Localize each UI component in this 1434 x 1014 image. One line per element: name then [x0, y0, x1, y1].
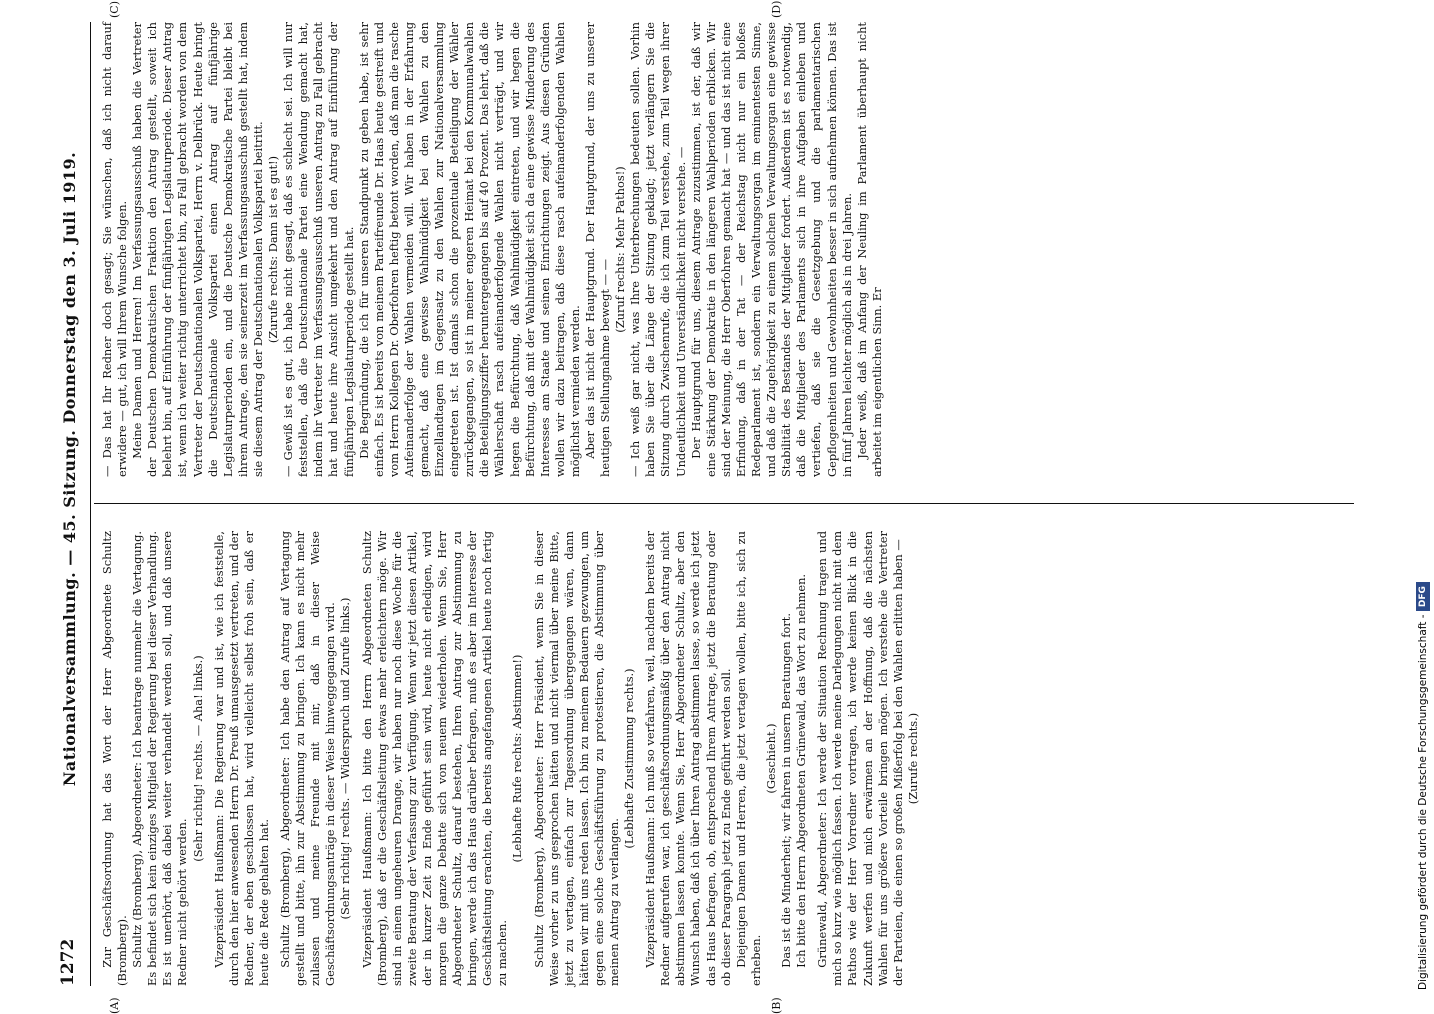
- paragraph: Diejenigen Damen und Herren, die jetzt vertagen wollen, bitte ich, sich zu erheben.: [733, 531, 763, 986]
- paragraph: Aber das ist nicht der Hauptgrund. Der Hauptgrund, der uns zu unserer heutigen Stellungnahme bewegt — —: [583, 22, 613, 477]
- interjection: (Lebhafte Rufe rechts: Abstimmen!): [510, 654, 525, 863]
- margin-marker-c: (C): [108, 1, 121, 18]
- rotated-document: [50, 0, 1398, 1014]
- interjection: (Lebhafte Zustimmung rechts.): [622, 668, 637, 849]
- column-divider: [94, 503, 1354, 504]
- interjection: (Zuruf rechts: Mehr Pathos!): [613, 166, 628, 333]
- paragraph: — Gewiß ist es gut, ich habe nicht gesagt, daß es schlecht sei. Ich will nur feststellen, daß die Deutschnationale Partei eine Wendung gemacht hat, indem ihr Vertreter im Verfassungsausschuß unseren Antrag zu Fall gebracht hat und heute ihre Ansicht umgekehrt und den Antrag auf Einführung der fünfjährigen Legislaturperiode gestellt hat.: [281, 22, 356, 477]
- margin-marker-d: (D): [770, 0, 783, 18]
- stamp-text: Digitalisierung gefördert durch die Deutsche Forschungsgemeinschaft -: [1417, 614, 1429, 990]
- digitization-stamp: [1412, 10, 1434, 990]
- paragraph: Die Begründung, die ich für unseren Standpunkt zu geben habe, ist sehr einfach. Es ist bereits von meinem Parteifreunde Dr. Haas heute gestreift und vom Herrn Kollegen Dr. Oberfohren heftig betont worden, daß man die rasche Aufeinanderfolge der Wahlen vermeiden will. Wir haben in der Erfahrung gemacht, daß eine gewisse Wahlmüdigkeit bei den Wahlen zu den Einzellandtagen im Gegensatz zu den Wahlen zur Nationalversammlung eingetreten ist. Ist damals schon die prozentuale Beteiligung der Wähler zurückgegangen, so ist in meiner engeren Heimat bei den Kommunalwahlen die Beteiligungsziffer heruntergegangen bis auf 40 Prozent. Das lehrt, daß die Wählerschaft rasch aufeinanderfolgende Wahlen nicht verträgt, und wir hegen die Befürchtung, daß Wahlmüdigkeit eintreten, und wir hegen die Befürchtung, daß mit der Wahlmüdigkeit sich da eine gewisse Minderung des Interesses am Staate und seinen Einrichtungen zeigt. Aus diesen Gründen wollen wir dazu beitragen, daß diese rasch aufeinanderfolgenden Wahlen möglichst vermieden werden.: [356, 22, 582, 477]
- paragraph: Vizepräsident Haußmann: Ich muß so verfahren, weil, nachdem bereits der Redner aufgerufen war, ich geschäftsordnungsmäßig über den Antrag nicht abstimmen lassen konnte. Wenn Sie, Herr Abgeordneter Schultz, aber den Wunsch haben, daß ich über Ihren Antrag abstimmen lasse, so werde ich jetzt das Haus befragen, ob, entsprechend Ihrem Antrage, jetzt die Beratung oder ob dieser Paragraph jetzt zu Ende geführt werden soll.: [643, 531, 733, 986]
- paragraph: Das ist die Minderheit; wir fahren in unsern Beratungen fort.: [779, 613, 794, 968]
- paragraph: Der Hauptgrund für uns, diesem Antrage zuzustimmen, ist der, daß wir eine Stärkung der Demokratie in den längeren Wahlperioden erblicken. Wir sind der Meinung, die Herr Oberfohren gemacht hat — und das ist nicht eine Erfindung, daß in der Tat — der Reichstag nicht nur ein bloßes Redeparlament ist, sondern ein Verwaltungsorgan im eminentesten Sinne, und daß die Zugehörigkeit zu einem solchen Verwaltungsorgan eine gewisse Stabilität des Bestandes der Mitglieder fordert. Außerdem ist es notwendig, daß die Mitglieder des Parlaments sich in ihre Aufgaben einleben und vertiefen, daß sie die Gesetzgebung und die parlamentarischen Gepflogenheiten und Gewohnheiten besser in sich aufnehmen können. Das ist in fünf Jahren leichter möglich als in drei Jahren.: [688, 22, 854, 477]
- left-column: [100, 531, 1340, 986]
- paragraph: Meine Damen und Herren! Im Verfassungsausschuß haben die Vertreter der Deutschen Demokratischen Fraktion den Antrag gestellt, soweit ich belehrt bin, auf Einführung der fünfjährigen Legislaturperiode. Dieser Antrag ist, wenn ich weiter richtig unterrichtet bin, zu Fall gebracht worden von dem Vertreter der Deutschnationalen Volkspartei, Herrn v. Delbrück. Heute bringt die Deutschnationale Volkspartei einen Antrag auf fünfjährige Legislaturperioden ein, und die Deutsche Demokratische Partei bleibt bei ihrem Antrage, den sie seinerzeit im Verfassungsausschuß gestellt hat, indem sie diesem Antrag der Deutschnationalen Volkspartei beitritt.: [130, 22, 265, 477]
- paragraph: Vizepräsident Haußmann: Die Regierung war und ist, wie ich feststelle, durch den hier anwesenden Herrn Dr. Preuß umausgesetzt vertreten, und der Redner, der eben geschlossen hat, wird vielleicht selbst froh sein, daß er heute die Rede gehalten hat.: [211, 531, 271, 986]
- interjection: (Sehr richtig! rechts. — Aha! links.): [190, 655, 205, 862]
- paragraph: — Ich weiß gar nicht, was Ihre Unterbrechungen bedeuten sollen. Vorhin haben Sie über die Länge der Sitzung geklagt; jetzt verlängern Sie die Sitzung durch Zwischenrufe, die ich zum Teil verstehe, zum Teil wegen ihrer Undeutlichkeit und Unverständlichkeit nicht verstehe. —: [628, 22, 688, 477]
- paragraph: Schultz (Bromberg), Abgeordneter: Herr Präsident, wenn Sie in dieser Weise vorher zu uns gesprochen hätten und nicht viermal über meine Bitte, jetzt zu vertagen, einfach zur Tagesordnung übergegangen wären, dann hätten wir mit uns reden lassen. Ich bin zu meinem Bedauern gezwungen, um gegen eine solche Geschäftsführung zu protestieren, die Abstimmung über meinen Antrag zu verlangen.: [531, 531, 621, 986]
- running-title: Nationalversammlung. — 45. Sitzung. Donnerstag den 3. Juli 1919.: [60, 151, 79, 787]
- right-column: [100, 22, 1340, 477]
- interjection: (Zurufe rechts: Dann ist es gut!): [266, 155, 281, 344]
- margin-marker-b: (B): [770, 997, 783, 1014]
- paragraph: Schultz (Bromberg), Abgeordneter: Ich habe den Antrag auf Vertagung gestellt und bitte, ihn zur Abstimmung zu bringen. Ich kann es nicht mehr zulassen und meine Freunde mit mir, daß in dieser Weise Geschäftsordnungsanträge in dieser Weise hinweggegangen wird.: [278, 531, 338, 986]
- interjection: (Zurufe rechts.): [905, 712, 920, 805]
- running-header: [50, 22, 91, 986]
- margin-marker-a: (A): [108, 997, 121, 1014]
- dfg-logo: DFG: [1416, 582, 1430, 611]
- paragraph: Vizepräsident Haußmann: Ich bitte den Herrn Abgeordneten Schultz (Bromberg), daß er die Geschäftsleitung etwas mehr erleichtern möge. Wir sind in einem ungeheuren Drange, wir haben nur noch diese Woche für die zweite Beratung der Verfassung zur Verfügung. Wenn wir jetzt diesen Artikel, der in kurzer Zeit zu Ende geführt sein wird, heute nicht erledigen, wird morgen die ganze Debatte sich von neuem wiederholen. Wenn Sie, Herr Abgeordneter Schultz, darauf bestehen, Ihren Antrag zur Abstimmung zu bringen, werde ich das Haus darüber befragen, muß es aber im Interesse der Geschäftsleitung erachten, die bereits angefangenen Artikel heute noch fertig zu machen.: [359, 531, 510, 986]
- interjection: (Sehr richtig! rechts. — Widerspruch und Zurufe links.): [338, 597, 353, 920]
- paragraph: Schultz (Bromberg), Abgeordneter: Ich beantrage nunmehr die Vertagung. Es befindet sich kein einziges Mitglied der Regierung bei dieser Verhandlung. Es ist unerhört, daß dabei weiter verhandelt werden soll, und daß unsere Redner nicht gehört werden.: [130, 531, 190, 986]
- paragraph: Jeder weiß, daß im Anfang der Neuling im Parlament überhaupt nicht arbeitet im eigentlichen Sinn. Er: [854, 22, 884, 477]
- paragraph: Grünewald, Abgeordneter: Ich werde der Situation Rechnung tragen und mich so kurz wie möglich fassen. Ich werde meine Darlegungen nicht mit dem Pathos wie der Herr Vorredner vortragen, ich werde keinen Blick in die Zukunft werfen und mich erwärmen an der Hoffnung, daß die nächsten Wahlen für uns größere Vorteile bringen mögen. Ich verstehe die Vertreter der Parteien, die einen so großen Mißerfolg bei den Wahlen erlitten haben —: [815, 531, 905, 986]
- paragraph: Ich bitte den Herrn Abgeordneten Grünewald, das Wort zu nehmen.: [794, 573, 809, 968]
- interjection: (Geschieht.): [763, 723, 778, 794]
- paragraph: Zur Geschäftsordnung hat das Wort der Herr Abgeordnete Schultz (Bromberg).: [100, 531, 130, 986]
- paragraph: — Das hat Ihr Redner doch gesagt; Sie wünschen, daß ich nicht darauf erwidere — gut, ich will Ihrem Wunsche folgen.: [100, 22, 130, 477]
- page-number: 1272: [58, 938, 78, 986]
